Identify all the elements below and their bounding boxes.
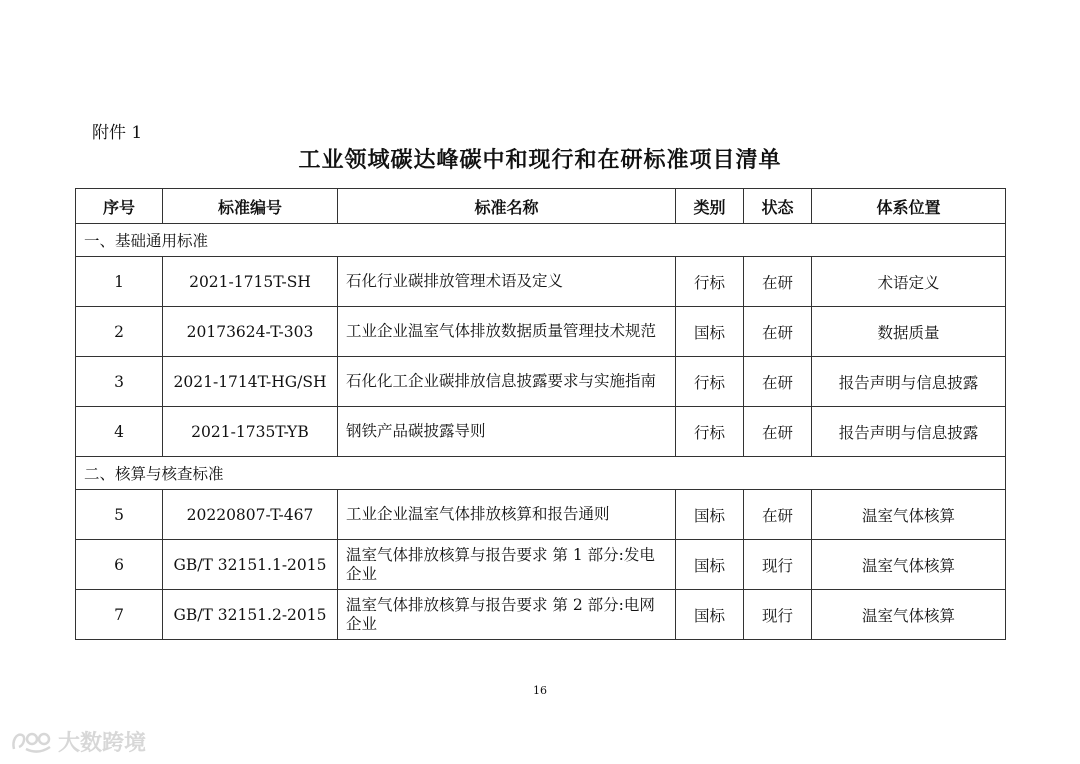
cell-code: 2021-1714T-HG/SH	[163, 357, 338, 407]
cell-name: 钢铁产品碳披露导则	[338, 407, 676, 457]
cell-system: 温室气体核算	[812, 590, 1006, 640]
cell-system: 报告声明与信息披露	[812, 407, 1006, 457]
document-title: 工业领域碳达峰碳中和现行和在研标准项目清单	[298, 147, 782, 173]
section-heading: 二、核算与核查标准	[76, 457, 1006, 490]
table-row	[76, 490, 1006, 540]
cell-name: 温室气体排放核算与报告要求 第 2 部分:电网企业	[338, 590, 676, 640]
cell-system: 温室气体核算	[812, 490, 1006, 540]
page-number: 16	[533, 684, 547, 697]
table-row	[76, 407, 1006, 457]
cell-category: 国标	[676, 307, 744, 357]
cell-index: 7	[76, 590, 163, 640]
table-row	[76, 590, 1006, 640]
cell-index: 5	[76, 490, 163, 540]
cell-status: 在研	[744, 307, 812, 357]
standards-table	[75, 188, 1006, 640]
section-row	[76, 224, 1006, 257]
cell-code: 20173624-T-303	[163, 307, 338, 357]
cell-status: 在研	[744, 357, 812, 407]
section-heading: 一、基础通用标准	[76, 224, 1006, 257]
cell-system: 数据质量	[812, 307, 1006, 357]
cell-system: 报告声明与信息披露	[812, 357, 1006, 407]
cell-code: 2021-1715T-SH	[163, 257, 338, 307]
cell-category: 行标	[676, 357, 744, 407]
column-header-code: 标准编号	[163, 189, 338, 224]
cell-status: 在研	[744, 257, 812, 307]
attachment-label: 附件 1	[92, 123, 143, 143]
cell-category: 行标	[676, 257, 744, 307]
cell-status: 在研	[744, 490, 812, 540]
cell-index: 2	[76, 307, 163, 357]
column-header-system: 体系位置	[812, 189, 1006, 224]
column-header-category: 类别	[676, 189, 744, 224]
section-row	[76, 457, 1006, 490]
cell-index: 1	[76, 257, 163, 307]
cell-category: 行标	[676, 407, 744, 457]
table-row	[76, 540, 1006, 590]
cell-index: 3	[76, 357, 163, 407]
cell-code: GB/T 32151.2-2015	[163, 590, 338, 640]
column-header-name: 标准名称	[338, 189, 676, 224]
table-row	[76, 357, 1006, 407]
cell-code: GB/T 32151.1-2015	[163, 540, 338, 590]
cell-category: 国标	[676, 590, 744, 640]
watermark	[10, 726, 146, 757]
cell-name: 工业企业温室气体排放数据质量管理技术规范	[338, 307, 676, 357]
cell-name: 工业企业温室气体排放核算和报告通则	[338, 490, 676, 540]
cell-status: 现行	[744, 590, 812, 640]
cell-system: 术语定义	[812, 257, 1006, 307]
column-header-status: 状态	[744, 189, 812, 224]
cell-category: 国标	[676, 540, 744, 590]
cell-index: 6	[76, 540, 163, 590]
column-header-index: 序号	[76, 189, 163, 224]
cell-system: 温室气体核算	[812, 540, 1006, 590]
cell-name: 温室气体排放核算与报告要求 第 1 部分:发电企业	[338, 540, 676, 590]
table-header-row	[76, 189, 1006, 224]
cell-index: 4	[76, 407, 163, 457]
watermark-text: 大数跨境	[58, 731, 147, 756]
cell-code: 20220807-T-467	[163, 490, 338, 540]
cell-status: 现行	[744, 540, 812, 590]
table-row	[76, 257, 1006, 307]
cell-name: 石化化工企业碳排放信息披露要求与实施指南	[338, 357, 676, 407]
brand-logo-icon	[10, 729, 54, 755]
cell-name: 石化行业碳排放管理术语及定义	[338, 257, 676, 307]
table-row	[76, 307, 1006, 357]
cell-status: 在研	[744, 407, 812, 457]
cell-category: 国标	[676, 490, 744, 540]
cell-code: 2021-1735T-YB	[163, 407, 338, 457]
